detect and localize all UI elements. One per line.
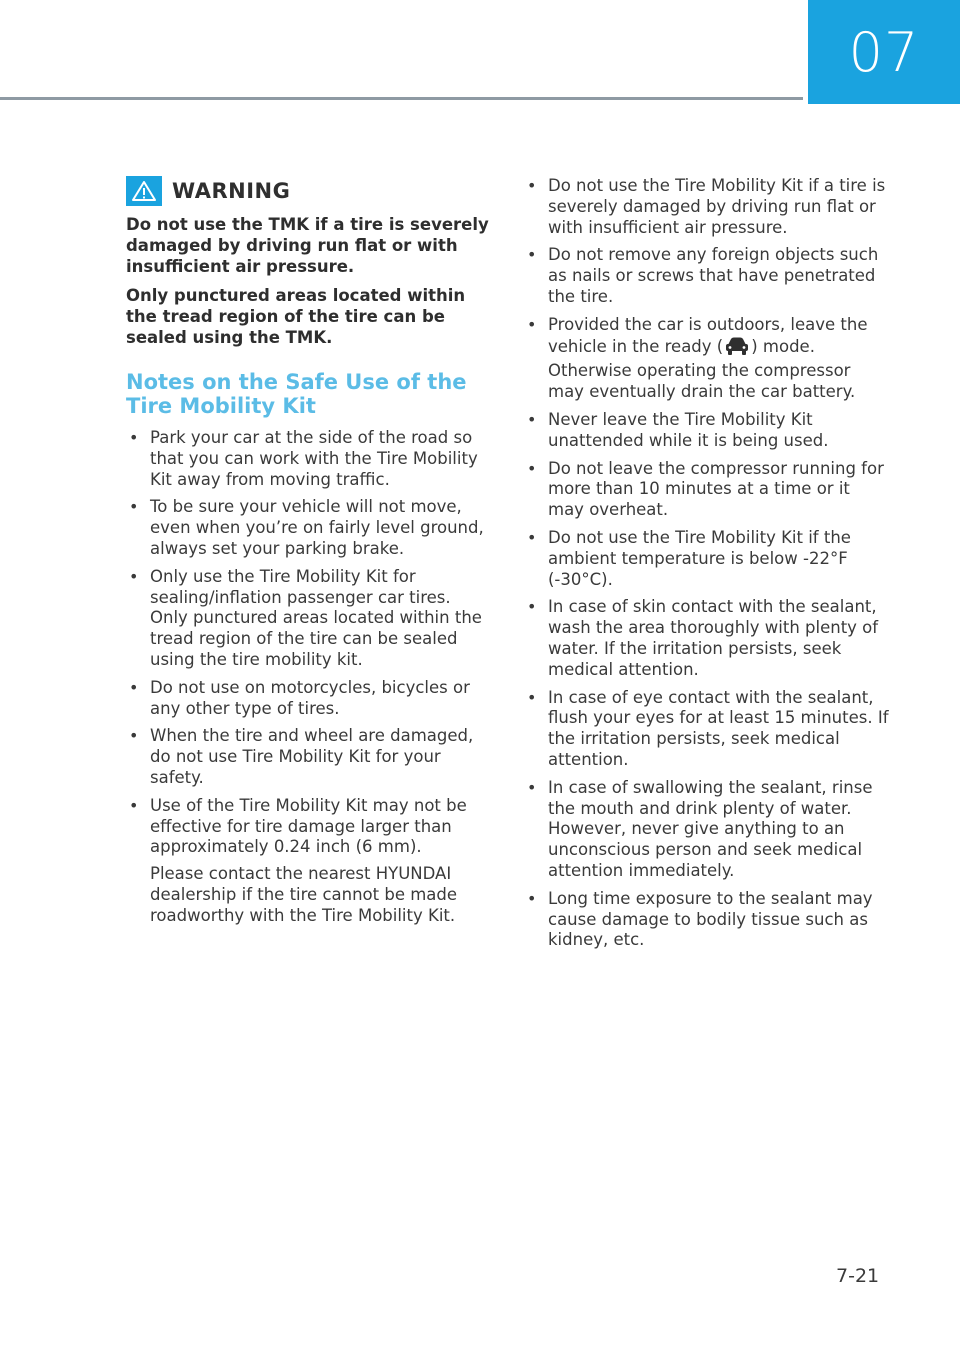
bullet-icon: •: [527, 458, 537, 478]
bullet-icon: •: [527, 409, 537, 429]
list-item-text: In case of eye contact with the sealant, flush your eyes for at least 15 minutes. If the irritation persists, seek medical attention.: [548, 687, 889, 769]
left-column: [126, 176, 492, 934]
list-item-text: Provided the car is outdoors, leave the vehicle in the ready (: [548, 314, 868, 356]
list-item-text: Do not use the Tire Mobility Kit if the ambient temperature is below -22°F (-30°C).: [548, 527, 851, 589]
list-item: [524, 315, 890, 403]
list-item: [126, 428, 492, 490]
list-item: [524, 688, 890, 771]
chapter-tab: [808, 0, 960, 104]
bullet-icon: •: [527, 687, 537, 707]
bullet-icon: •: [129, 677, 139, 697]
list-item-text: ) mode. Otherwise operating the compressor may eventually drain the car battery.: [548, 336, 856, 402]
bullet-icon: •: [129, 726, 139, 746]
left-bullet-list: [126, 428, 492, 927]
list-item-text: In case of skin contact with the sealant, wash the area thoroughly with plenty of water. If the irritation persists, seek medical attention.: [548, 597, 879, 679]
list-item-text: Do not use on motorcycles, bicycles or any other type of tires.: [150, 677, 470, 718]
ready-mode-car-icon: [724, 336, 750, 362]
bullet-icon: •: [527, 314, 537, 334]
bullet-icon: •: [527, 527, 537, 547]
chapter-number: 07: [848, 20, 920, 84]
list-item-text: When the tire and wheel are damaged, do not use Tire Mobility Kit for your safety.: [150, 726, 474, 787]
list-item-text: Do not remove any foreign objects such as nails or screws that have penetrated the tire.: [548, 245, 879, 306]
list-item: [524, 459, 890, 521]
list-item-text: To be sure your vehicle will not move, even when you’re on fairly level ground, always set your parking brake.: [150, 497, 484, 558]
list-item: [524, 889, 890, 951]
warning-paragraph: Do not use the TMK if a tire is severely damaged by driving run flat or with insufficient air pressure.: [126, 215, 489, 276]
list-item-text: Long time exposure to the sealant may cause damage to bodily tissue such as kidney, etc.: [548, 888, 873, 950]
bullet-icon: •: [527, 176, 537, 195]
bullet-icon: •: [129, 497, 139, 517]
bullet-icon: •: [527, 597, 537, 617]
list-item: [126, 567, 492, 671]
bullet-icon: •: [129, 428, 139, 447]
list-item: [524, 245, 890, 307]
section-title: Notes on the Safe Use of the Tire Mobility Kit: [126, 370, 467, 418]
warning-triangle-icon: [126, 176, 162, 206]
bullet-icon: •: [527, 245, 537, 265]
header-rule: [0, 97, 803, 100]
right-bullet-list: [524, 176, 890, 951]
list-item-text: Do not use the Tire Mobility Kit if a tire is severely damaged by driving run flat or with insufficient air pressure.: [548, 176, 886, 237]
list-item: [524, 597, 890, 680]
list-item: [126, 497, 492, 559]
list-item-text: Never leave the Tire Mobility Kit unattended while it is being used.: [548, 409, 829, 450]
warning-header: [126, 176, 492, 206]
right-column: [524, 176, 890, 958]
list-item: [126, 796, 492, 927]
bullet-icon: •: [129, 566, 139, 586]
list-item: [524, 528, 890, 590]
list-item-text: In case of swallowing the sealant, rinse the mouth and drink plenty of water. However, never give anything to an unconscious person and seek medical attention immediately.: [548, 777, 873, 880]
list-item-text: Do not leave the compressor running for more than 10 minutes at a time or it may overheat.: [548, 458, 884, 520]
bullet-icon: •: [129, 795, 139, 815]
warning-title: WARNING: [172, 179, 291, 203]
warning-paragraph: Only punctured areas located within the tread region of the tire can be sealed using the TMK.: [126, 286, 466, 347]
bullet-icon: •: [527, 777, 537, 797]
list-item: [524, 778, 890, 882]
list-item: [126, 726, 492, 788]
bullet-icon: •: [527, 888, 537, 908]
list-item: [126, 678, 492, 720]
list-item-text: Only use the Tire Mobility Kit for sealing/inflation passenger car tires. Only punctured areas located within the tread region of the tire can be sealed using the tire mobility kit.: [150, 566, 482, 669]
list-item-text: Use of the Tire Mobility Kit may not be effective for tire damage larger than approximately 0.24 inch (6 mm).: [150, 795, 467, 857]
list-item: [524, 176, 890, 238]
list-item: [524, 410, 890, 452]
list-item-text: Park your car at the side of the road so that you can work with the Tire Mobility Kit away from moving traffic.: [150, 428, 478, 489]
page-number: 7-21: [836, 1265, 880, 1287]
list-item-note: Please contact the nearest HYUNDAI dealership if the tire cannot be made roadworthy with the Tire Mobility Kit.: [150, 864, 458, 925]
